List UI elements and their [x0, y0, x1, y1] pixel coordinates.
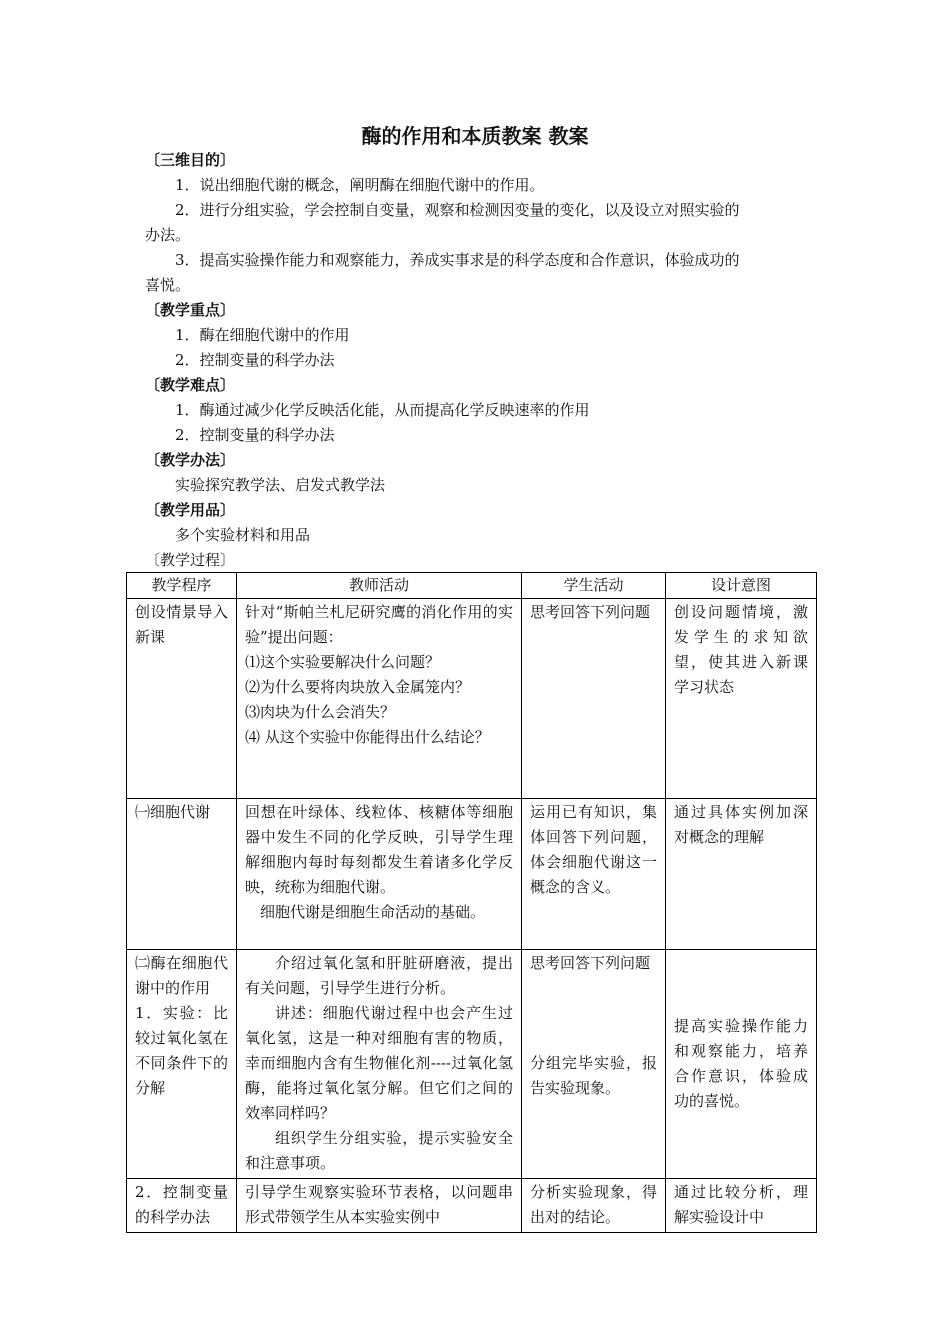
- teaching-process-table: [126, 572, 817, 1233]
- teaching-method-text: 实验探究教学法、启发式教学法: [175, 476, 386, 494]
- teaching-supplies-text: 多个实验材料和用品: [175, 526, 311, 544]
- teacher-text: 讲述：细胞代谢过程中也会产生过氧化氢，这是一种对细胞有害的物质，幸而细胞内含有生物催化剂----过氧化氢酶，能将过氧化氢分解。但它们之间的效率同样吗？: [245, 1004, 513, 1122]
- goals-item-3-line-1: 3．提高实验操作能力和观察能力，养成实事求是的科学态度和合作意识，体验成功的: [175, 251, 740, 269]
- header-teacher-activity: 教师活动: [237, 573, 522, 599]
- goals-heading: 〔三维目的〕: [145, 151, 236, 169]
- teacher-text: 细胞代谢是细胞生命活动的基础。: [260, 903, 486, 921]
- cell-teacher-activity: [237, 950, 522, 1179]
- program-text: ㈡酶在细胞代谢中的作用: [135, 954, 228, 997]
- cell-student-activity: [522, 950, 666, 1179]
- header-program: 教学程序: [127, 573, 237, 599]
- key-points-item-1: 1．酶在细胞代谢中的作用: [175, 326, 350, 344]
- teacher-text: 回想在叶绿体、线粒体、核糖体等细胞器中发生不同的化学反映，引导学生理解细胞内每时每刻都发生着诸多化学反映，统称为细胞代谢。: [245, 803, 513, 896]
- header-design-intent: 设计意图: [666, 573, 817, 599]
- cell-design-intent: 创设问题情境，激发学生的求知欲望，使其进入新课学习状态: [666, 599, 817, 799]
- cell-teacher-activity: [237, 599, 522, 799]
- difficult-points-heading: 〔教学难点〕: [145, 376, 236, 394]
- teaching-process-heading: 〔教学过程〕: [145, 551, 236, 569]
- goals-item-3-line-2: 喜悦。: [145, 276, 191, 294]
- program-text: 1．实验：比较过氧化氢在不同条件下的分解: [135, 1004, 228, 1097]
- goals-item-2-line-2: 办法。: [145, 226, 191, 244]
- teacher-question: ⑶肉块为什么会消失？: [245, 703, 396, 721]
- teacher-question: ⑷ 从这个实验中你能得出什么结论？: [245, 728, 490, 746]
- cell-program: [127, 950, 237, 1179]
- difficult-points-item-1: 1．酶通过减少化学反映活化能，从而提高化学反映速率的作用: [175, 401, 590, 419]
- teacher-question: ⑵为什么要将肉块放入金属笼内？: [245, 678, 471, 696]
- table-row: [127, 950, 817, 1179]
- teacher-text: 针对“斯帕兰札尼研究鹰的消化作用的实验”提出问题：: [245, 603, 513, 646]
- cell-teacher-activity: [237, 799, 522, 950]
- key-points-item-2: 2．控制变量的科学办法: [175, 351, 335, 369]
- teacher-question: ⑴这个实验要解决什么问题？: [245, 653, 441, 671]
- cell-design-intent: 通过具体实例加深对概念的理解: [666, 799, 817, 950]
- student-text: 分组完毕实验，报告实验现象。: [530, 1054, 657, 1097]
- goals-item-1: 1．说出细胞代谢的概念，阐明酶在细胞代谢中的作用。: [175, 176, 545, 194]
- cell-design-intent: 通过比较分析，理解实验设计中: [666, 1179, 817, 1233]
- table-row: [127, 1179, 817, 1233]
- teacher-text: 介绍过氧化氢和肝脏研磨液，提出有关问题，引导学生进行分析。: [245, 954, 513, 997]
- cell-design-intent: 提高实验操作能力和观察能力，培养合作意识，体验成功的喜悦。: [666, 950, 817, 1179]
- cell-student-activity: 思考回答下列问题: [522, 599, 666, 799]
- student-text: 思考回答下列问题: [530, 954, 651, 972]
- table-row: [127, 599, 817, 799]
- teacher-text: 组织学生分组实验，提示实验安全和注意事项。: [245, 1129, 513, 1172]
- goals-item-2-line-1: 2．进行分组实验，学会控制自变量，观察和检测因变量的变化，以及设立对照实验的: [175, 201, 740, 219]
- teaching-supplies-heading: 〔教学用品〕: [145, 501, 236, 519]
- cell-program: 2．控制变量的科学办法: [127, 1179, 237, 1233]
- table-header-row: [127, 573, 817, 599]
- cell-student-activity: 运用已有知识，集体回答下列问题，体会细胞代谢这一概念的含义。: [522, 799, 666, 950]
- difficult-points-item-2: 2．控制变量的科学办法: [175, 426, 335, 444]
- teaching-method-heading: 〔教学办法〕: [145, 451, 236, 469]
- cell-program: ㈠细胞代谢: [127, 799, 237, 950]
- table-row: [127, 799, 817, 950]
- cell-student-activity: 分析实验现象，得出对的结论。: [522, 1179, 666, 1233]
- document-title: 酶的作用和本质教案 教案: [361, 124, 589, 148]
- cell-program: 创设情景导入新课: [127, 599, 237, 799]
- header-student-activity: 学生活动: [522, 573, 666, 599]
- cell-teacher-activity: 引导学生观察实验环节表格，以问题串形式带领学生从本实验实例中: [237, 1179, 522, 1233]
- key-points-heading: 〔教学重点〕: [145, 301, 236, 319]
